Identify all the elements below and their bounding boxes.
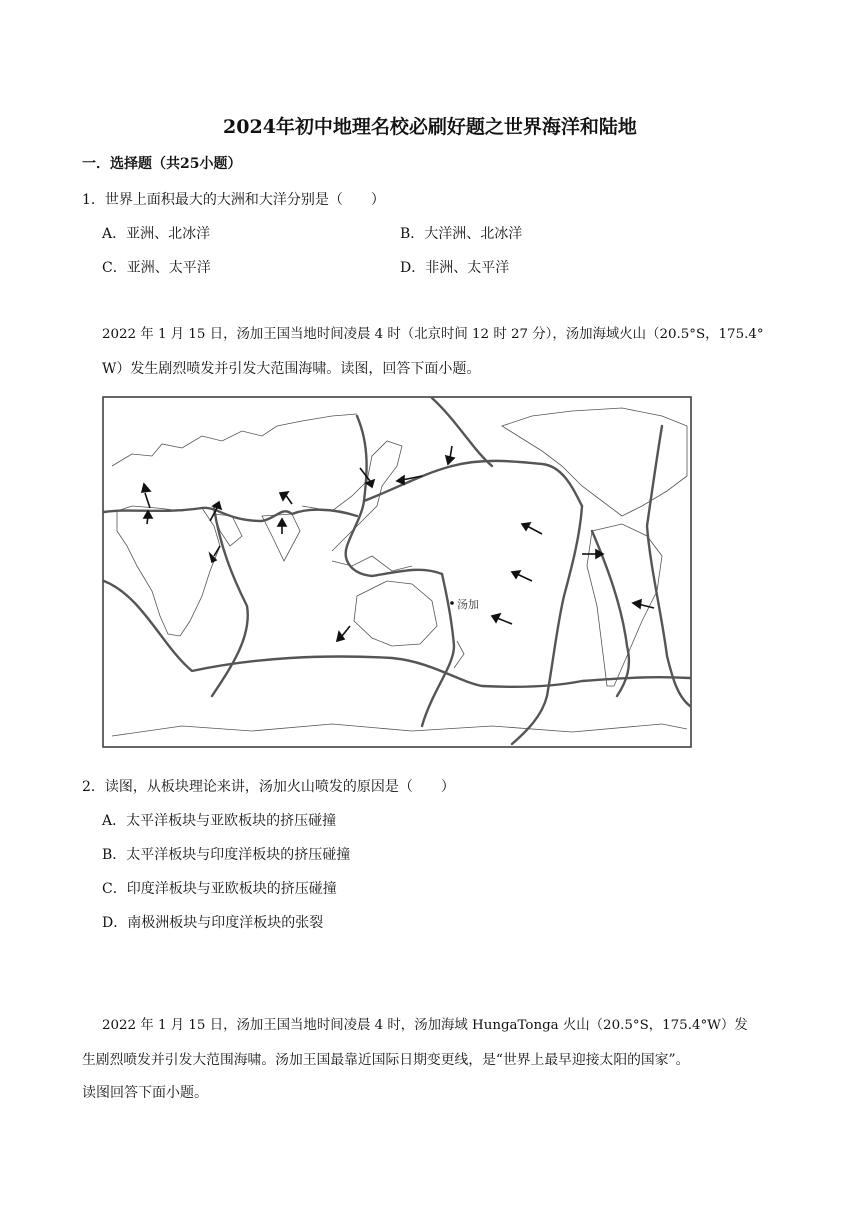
section-heading: 一．选择题（共25小题） (82, 156, 242, 172)
q1-option-b: B．大洋洲、北冰洋 (400, 226, 523, 242)
q1-option-a: A．亚洲、北冰洋 (102, 226, 211, 242)
passage2-line3: 读图回答下面小题。 (82, 1085, 208, 1101)
q2-option-a: A．太平洋板块与亚欧板块的挤压碰撞 (102, 813, 337, 829)
q1-option-d: D．非洲、太平洋 (400, 260, 510, 276)
passage2-line2: 生剧烈喷发并引发大范围海啸。汤加王国最靠近国际日期变更线，是“世界上最早迎接太阳的国家”。 (82, 1052, 690, 1068)
passage1-line2: W）发生剧烈喷发并引发大范围海啸。读图，回答下面小题。 (102, 361, 481, 377)
q1-stem: 1．世界上面积最大的大洲和大洋分别是（ ） (82, 192, 385, 208)
q2-option-b: B．太平洋板块与印度洋板块的挤压碰撞 (102, 847, 351, 863)
map-label-tonga: 汤加 (457, 599, 479, 611)
plate-map (102, 396, 692, 748)
page-title: 2024年初中地理名校必刷好题之世界海洋和陆地 (223, 116, 637, 138)
passage2-line1: 2022 年 1 月 15 日，汤加王国当地时间凌晨 4 时，汤加海域 HungaTonga 火山（20.5°S，175.4°W）发 (102, 1018, 748, 1033)
q1-option-c: C．亚洲、太平洋 (102, 260, 211, 276)
q2-option-d: D．南极洲板块与印度洋板块的张裂 (102, 915, 324, 931)
q2-option-c: C．印度洋板块与亚欧板块的挤压碰撞 (102, 881, 337, 897)
passage1-line1: 2022 年 1 月 15 日，汤加王国当地时间凌晨 4 时（北京时间 12 时 27 分），汤加海域火山（20.5°S，175.4° (102, 327, 764, 342)
tonga-marker (450, 601, 454, 605)
q2-stem: 2．读图，从板块理论来讲，汤加火山喷发的原因是（ ） (82, 779, 455, 795)
